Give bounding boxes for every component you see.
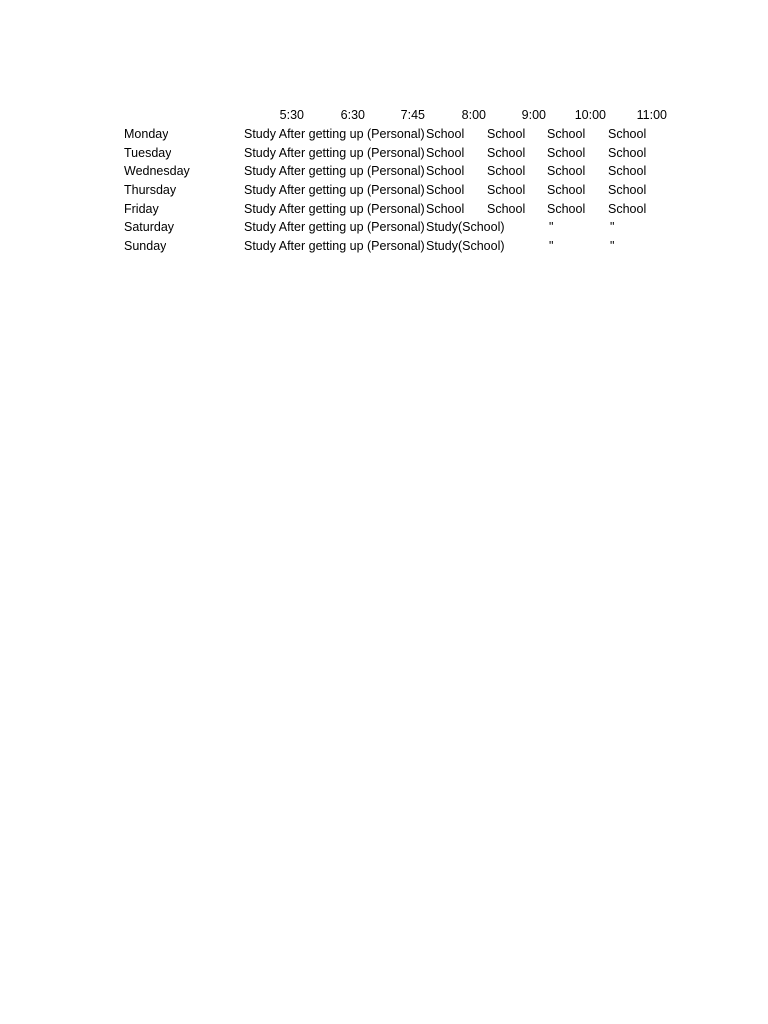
day-label: Friday [124, 202, 159, 216]
time-header-cell: 10:00 [574, 108, 606, 122]
schedule-cell: Study After getting up [244, 164, 364, 178]
schedule-cell: Study After getting up [244, 202, 364, 216]
schedule-cell: School [547, 183, 586, 197]
time-header-cell: 11:00 [636, 108, 667, 122]
schedule-cell: School [608, 127, 647, 141]
schedule-cell: School [547, 127, 586, 141]
ditto-mark: " [549, 220, 554, 234]
schedule-cell: School [487, 202, 526, 216]
schedule-cell: School [608, 202, 647, 216]
ditto-mark: " [610, 239, 615, 253]
schedule-cell: School [426, 164, 465, 178]
day-label: Saturday [124, 220, 175, 234]
time-header-cell: 9:00 [521, 108, 546, 122]
schedule-cell: School [547, 202, 586, 216]
schedule-cell: (Personal) [367, 202, 425, 216]
schedule-cell: (Personal) [367, 183, 425, 197]
schedule-cell: School [487, 183, 526, 197]
schedule-cell: Study After getting up [244, 183, 364, 197]
day-label: Tuesday [124, 146, 172, 160]
day-label: Monday [124, 127, 169, 141]
schedule-cell: (Personal) [367, 239, 425, 253]
ditto-mark: " [610, 220, 615, 234]
schedule-cell: Study After getting up [244, 220, 364, 234]
schedule-cell: (Personal) [367, 220, 425, 234]
schedule-cell: School [487, 146, 526, 160]
schedule-cell: School [608, 183, 647, 197]
schedule-cell: School [487, 127, 526, 141]
schedule-cell: School [547, 146, 586, 160]
schedule-cell: School [426, 127, 465, 141]
schedule-cell: School [608, 164, 647, 178]
schedule-cell: School [547, 164, 586, 178]
schedule-cell: Study After getting up [244, 127, 364, 141]
schedule-cell: School [426, 183, 465, 197]
day-label: Wednesday [124, 164, 190, 178]
schedule-cell: (Personal) [367, 164, 425, 178]
time-header-cell: 8:00 [461, 108, 486, 122]
day-label: Thursday [124, 183, 177, 197]
ditto-mark: " [549, 239, 554, 253]
schedule-cell: School [426, 146, 465, 160]
schedule-cell: School [608, 146, 647, 160]
schedule-cell: Study After getting up [244, 239, 364, 253]
schedule-cell: Study(School) [426, 220, 505, 234]
schedule-cell: (Personal) [367, 146, 425, 160]
time-header-cell: 6:30 [340, 108, 365, 122]
day-label: Sunday [124, 239, 167, 253]
schedule-cell: School [487, 164, 526, 178]
schedule-cell: Study After getting up [244, 146, 364, 160]
schedule-cell: Study(School) [426, 239, 505, 253]
time-header-cell: 5:30 [279, 108, 304, 122]
schedule-cell: School [426, 202, 465, 216]
time-header-cell: 7:45 [400, 108, 425, 122]
schedule-cell: (Personal) [367, 127, 425, 141]
